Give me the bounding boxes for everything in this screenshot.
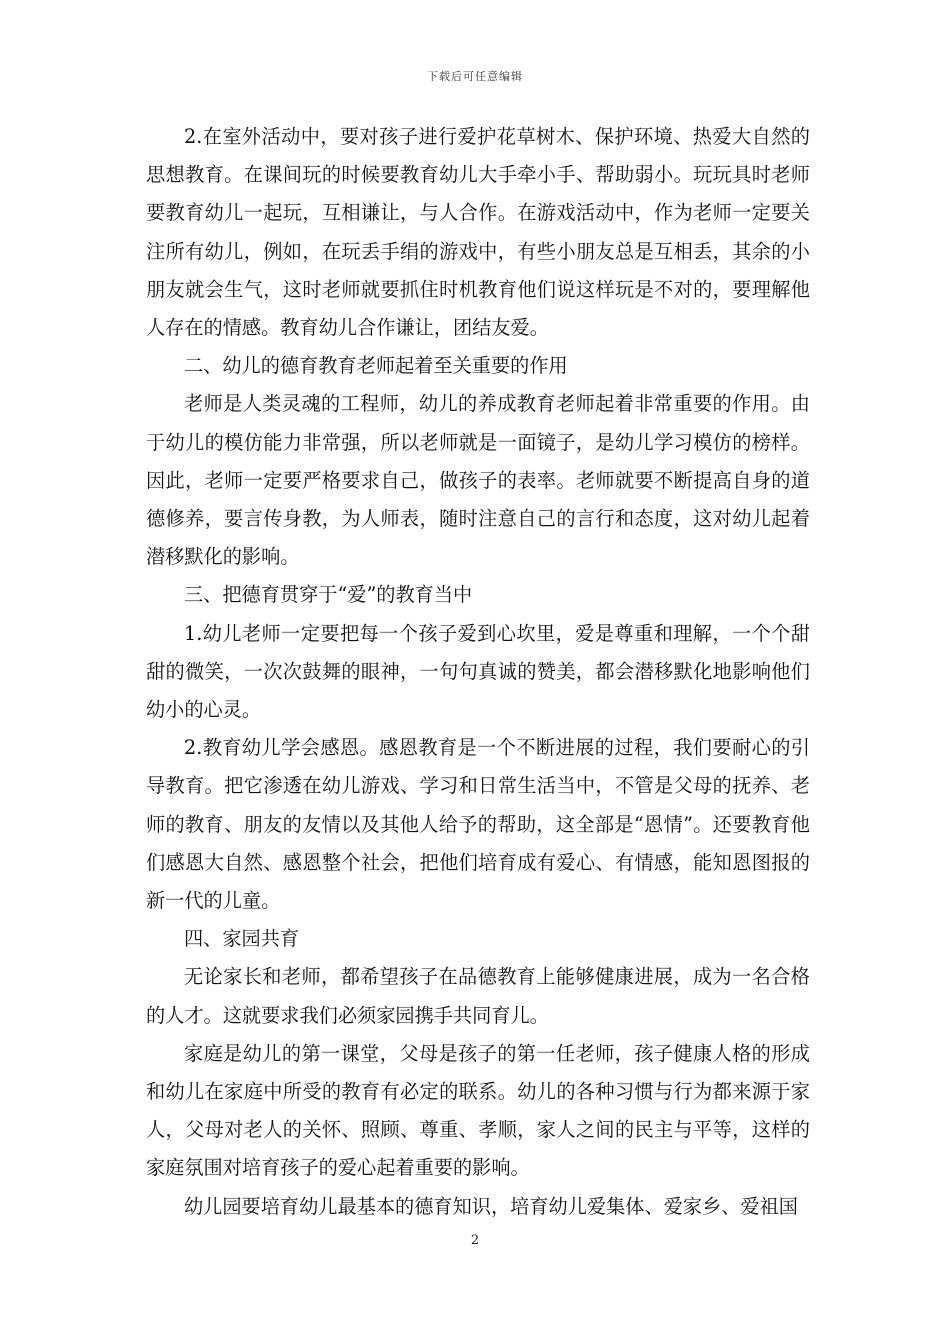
page-header: 下载后可任意编辑 xyxy=(427,70,523,83)
paragraph: 无论家长和老师，都希望孩子在品德教育上能够健康进展，成为一名合格的人才。这就要求我们必须家园携手共同育儿。 xyxy=(146,965,810,1027)
paragraph: 幼儿园要培育幼儿最基本的德育知识，培育幼儿爱集体、爱家乡、爱祖国 xyxy=(184,1194,798,1218)
body-text xyxy=(146,118,810,1226)
section-heading: 二、幼儿的德育教育老师起着至关重要的作用 xyxy=(184,354,568,378)
paragraph: 1.幼儿老师一定要把每一个孩子爱到心坎里，爱是尊重和理解，一个个甜甜的微笑，一次次鼓舞的眼神，一句句真诚的赞美，都会潜移默化地影响他们幼小的心灵。 xyxy=(146,621,810,722)
page-number: 2 xyxy=(470,1233,480,1248)
section-heading: 四、家园共育 xyxy=(184,927,300,951)
paragraph: 2.在室外活动中，要对孩子进行爱护花草树木、保护环境、热爱大自然的思想教育。在课间玩的时候要教育幼儿大手牵小手、帮助弱小。玩玩具时老师要教育幼儿一起玩，互相谦让，与人合作。在游戏活动中，作为老师一定要关注所有幼儿，例如，在玩丢手绢的游戏中，有些小朋友总是互相丢，其余的小朋友就会生气，这时老师就要抓住时机教育他们说这样玩是不对的，要理解他人存在的情感。教育幼儿合作谦让，团结友爱。 xyxy=(146,125,810,340)
section-heading: 三、把德育贯穿于“爱”的教育当中 xyxy=(184,583,473,607)
paragraph: 老师是人类灵魂的工程师，幼儿的养成教育老师起着非常重要的作用。由于幼儿的模仿能力非常强，所以老师就是一面镜子，是幼儿学习模仿的榜样。因此，老师一定要严格要求自己，做孩子的表率。老师就要不断提高自身的道德修养，要言传身教，为人师表，随时注意自己的言行和态度，这对幼儿起着潜移默化的影响。 xyxy=(146,392,810,569)
paragraph: 2.教育幼儿学会感恩。感恩教育是一个不断进展的过程，我们要耐心的引导教育。把它渗透在幼儿游戏、学习和日常生活当中，不管是父母的抚养、老师的教育、朋友的友情以及其他人给予的帮助，这全部是“恩情”。还要教育他们感恩大自然、感恩整个社会，把他们培育成有爱心、有情感，能知恩图报的新一代的儿童。 xyxy=(146,736,810,913)
paragraph: 家庭是幼儿的第一课堂，父母是孩子的第一任老师，孩子健康人格的形成和幼儿在家庭中所受的教育有必定的联系。幼儿的各种习惯与行为都来源于家人，父母对老人的关怀、照顾、尊重、孝顺，家人之间的民主与平等，这样的家庭氛围对培育孩子的爱心起着重要的影响。 xyxy=(146,1041,810,1180)
